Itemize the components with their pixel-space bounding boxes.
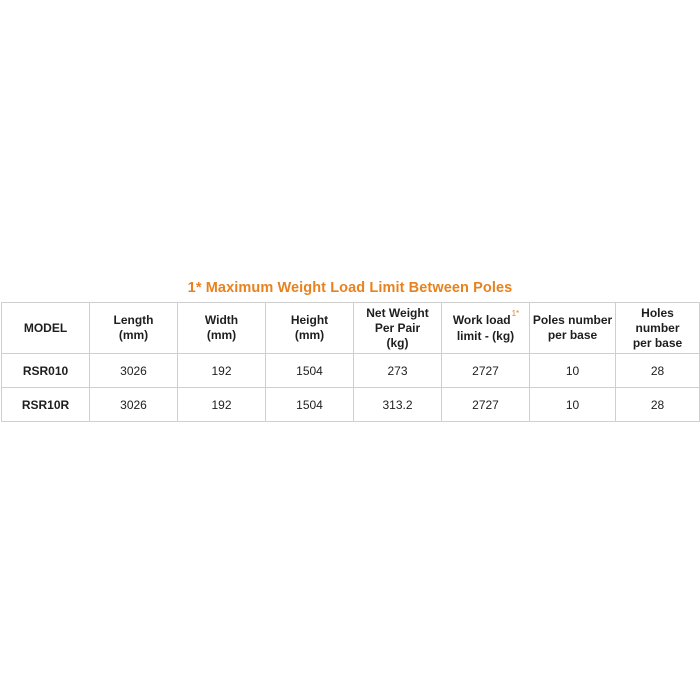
header-width: Width (mm) [178,303,266,354]
cell-work-load: 2727 [442,388,530,422]
cell-poles-number: 10 [530,354,616,388]
table-row [2,354,700,388]
cell-width: 192 [178,388,266,422]
cell-height: 1504 [266,354,354,388]
cell-model: RSR010 [2,354,90,388]
cell-net-weight: 273 [354,354,442,388]
cell-height: 1504 [266,388,354,422]
cell-net-weight: 313.2 [354,388,442,422]
title-mark: 1* [187,280,202,296]
title-text: Maximum Weight Load Limit Between Poles [205,280,513,296]
header-net-weight: Net Weight Per Pair (kg) [354,303,442,354]
header-holes-number: Holes number per base [616,303,700,354]
cell-poles-number: 10 [530,388,616,422]
cell-width: 192 [178,354,266,388]
cell-model: RSR10R [2,388,90,422]
header-row [2,303,700,354]
header-poles-number: Poles number per base [530,303,616,354]
cell-holes-number: 28 [616,388,700,422]
header-height: Height (mm) [266,303,354,354]
cell-holes-number: 28 [616,354,700,388]
footnote-mark: 1* [511,308,520,318]
header-work-load: Work load$^{1*}$ limit - (kg) [442,303,530,354]
table-title [0,280,700,296]
cell-length: 3026 [90,388,178,422]
cell-work-load: 2727 [442,354,530,388]
cell-length: 3026 [90,354,178,388]
header-length: Length (mm) [90,303,178,354]
header-model: MODEL [2,303,90,354]
table-row [2,388,700,422]
spec-table [1,302,700,422]
